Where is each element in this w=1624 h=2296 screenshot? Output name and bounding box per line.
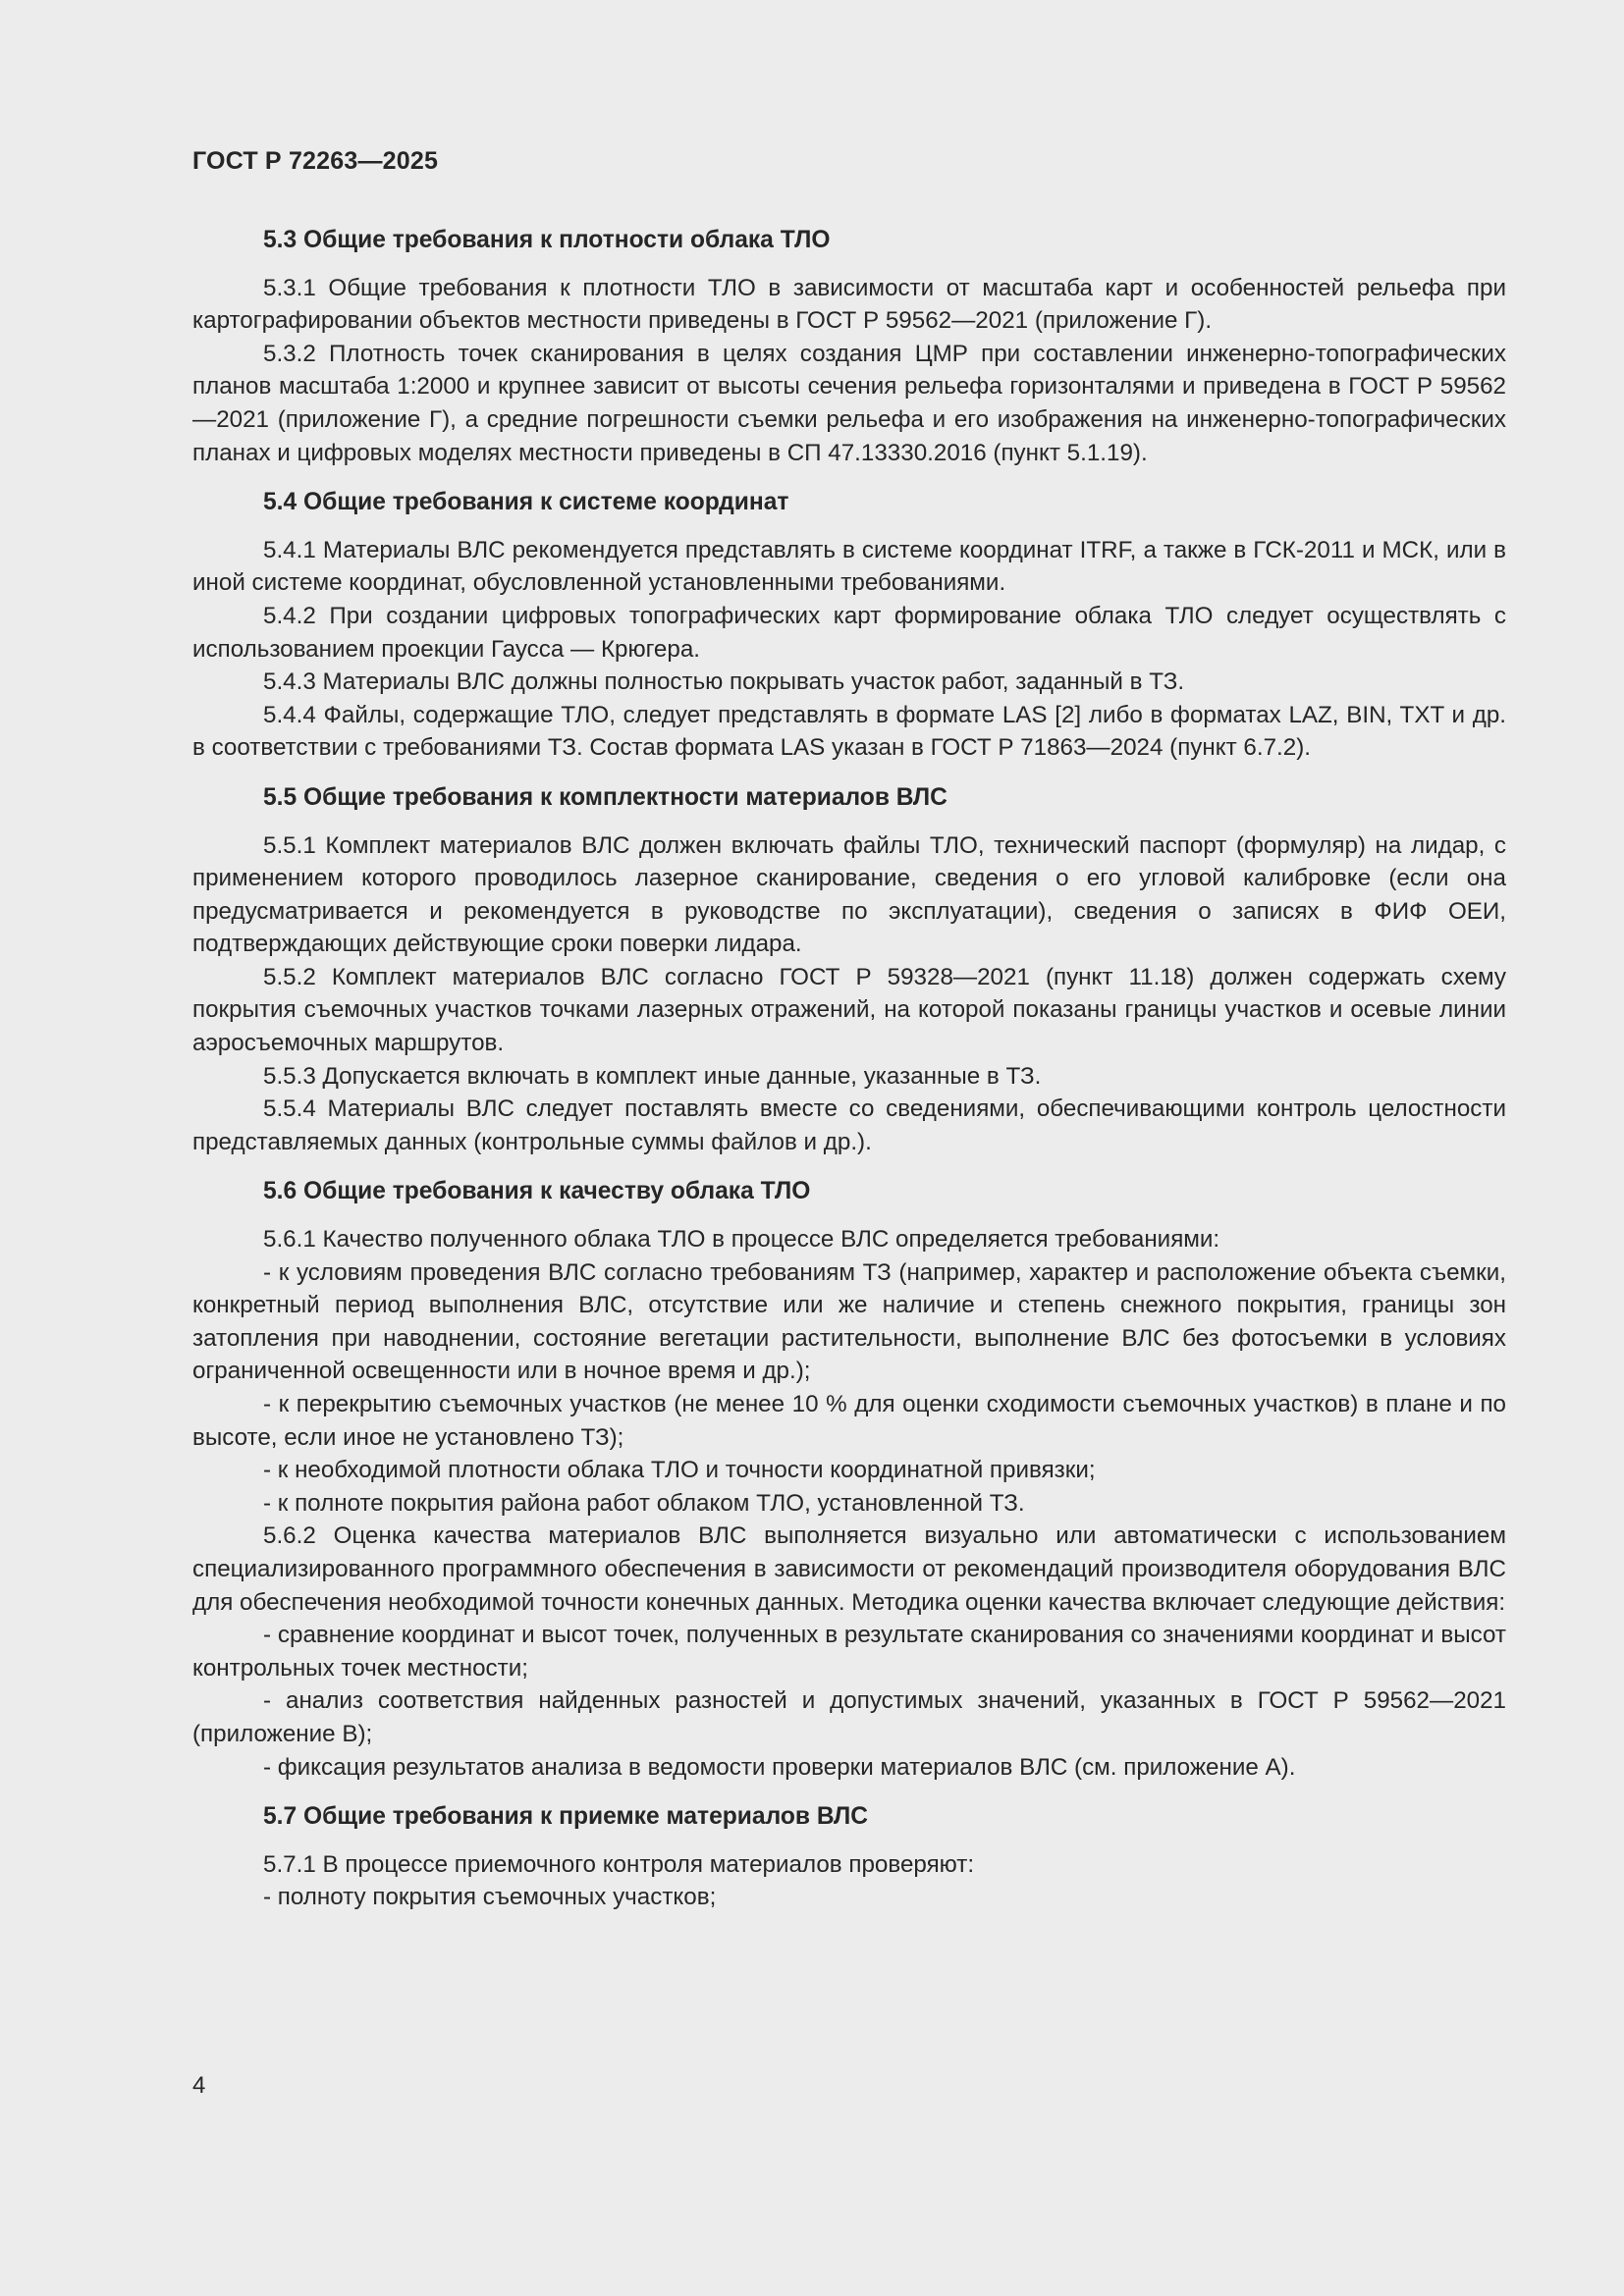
section-heading: 5.4 Общие требования к системе координат xyxy=(263,489,789,516)
paragraph: 5.6.2 Оценка качества материалов ВЛС выполняется визуально или автоматически с использованием специализированного программного обеспечения в зависимости от рекомендаций производителя оборудования ВЛС для обеспечения необходимой точности конечных данных. Методика оценки качества включает следующие действия: xyxy=(192,1522,1506,1616)
document-code: ГОСТ Р 72263—2025 xyxy=(192,147,439,175)
section-5-4 xyxy=(192,486,1506,765)
paragraph: 5.4.4 Файлы, содержащие ТЛО, следует представлять в формате LAS [2] либо в форматах LAZ, BIN, TXT и др. в соответствии с требованиями ТЗ. Состав формата LAS указан в ГОСТ Р 71863—2024 (пункт 6.7.2). xyxy=(192,701,1506,762)
section-heading: 5.5 Общие требования к комплектности материалов ВЛС xyxy=(263,783,947,811)
section-5-6 xyxy=(192,1175,1506,1784)
list-item: - к условиям проведения ВЛС согласно требованиям ТЗ (например, характер и расположение объекта съемки, конкретный период выполнения ВЛС, отсутствие или же наличие и степень снежного покрытия, границы зон затопления при наводнении, состояние вегетации растительности, выполнение ВЛС без фотосъемки в условиях ограниченной освещенности или в ночное время и др.); xyxy=(192,1258,1506,1385)
list-item: - полноту покрытия съемочных участков; xyxy=(263,1884,717,1911)
section-5-5 xyxy=(192,781,1506,1159)
list-item: - к полноте покрытия района работ облаком ТЛО, установленной ТЗ. xyxy=(263,1489,1025,1517)
paragraph: 5.7.1 В процессе приемочного контроля материалов проверяют: xyxy=(263,1850,975,1878)
list-item: - анализ соответствия найденных разностей и допустимых значений, указанных в ГОСТ Р 59562—2021 (приложение В); xyxy=(192,1687,1506,1747)
list-item: - к необходимой плотности облака ТЛО и точности координатной привязки; xyxy=(263,1457,1096,1484)
paragraph: 5.4.1 Материалы ВЛС рекомендуется представлять в системе координат ITRF, а также в ГСК-2011 и МСК, или в иной системе координат, обусловленной установленными требованиями. xyxy=(192,536,1506,597)
list-item: - фиксация результатов анализа в ведомости проверки материалов ВЛС (см. приложение А). xyxy=(263,1753,1296,1781)
section-5-3 xyxy=(192,224,1506,469)
paragraph: 5.3.2 Плотность точек сканирования в целях создания ЦМР при составлении инженерно-топографических планов масштаба 1:2000 и крупнее зависит от высоты сечения рельефа горизонталями и приведена в ГОСТ Р 59562—2021 (приложение Г), а средние погрешности съемки рельефа и его изображения на инженерно-топографических планах и цифровых моделях местности приведены в СП 47.13330.2016 (пункт 5.1.19). xyxy=(192,340,1506,466)
paragraph: 5.3.1 Общие требования к плотности ТЛО в зависимости от масштаба карт и особенностей рельефа при картографировании объектов местности приведены в ГОСТ Р 59562—2021 (приложение Г). xyxy=(192,274,1506,335)
paragraph: 5.5.4 Материалы ВЛС следует поставлять вместе со сведениями, обеспечивающими контроль целостности представляемых данных (контрольные суммы файлов и др.). xyxy=(192,1095,1506,1155)
section-heading: 5.6 Общие требования к качеству облака ТЛО xyxy=(263,1178,811,1205)
paragraph: 5.4.3 Материалы ВЛС должны полностью покрывать участок работ, заданный в ТЗ. xyxy=(263,668,1185,696)
document-body xyxy=(192,224,1506,1914)
list-item: - сравнение координат и высот точек, полученных в результате сканирования со значениями координат и высот контрольных точек местности; xyxy=(192,1622,1506,1682)
section-5-7 xyxy=(192,1800,1506,1914)
paragraph: 5.5.2 Комплект материалов ВЛС согласно ГОСТ Р 59328—2021 (пункт 11.18) должен содержать схему покрытия съемочных участков точками лазерных отражений, на которой показаны границы участков и осевые линии аэросъемочных маршрутов. xyxy=(192,963,1506,1057)
section-heading: 5.7 Общие требования к приемке материалов ВЛС xyxy=(263,1803,869,1831)
paragraph: 5.4.2 При создании цифровых топографических карт формирование облака ТЛО следует осуществлять с использованием проекции Гаусса — Крюгера. xyxy=(192,602,1506,663)
paragraph: 5.6.1 Качество полученного облака ТЛО в процессе ВЛС определяется требованиями: xyxy=(263,1226,1220,1254)
paragraph: 5.5.3 Допускается включать в комплект иные данные, указанные в ТЗ. xyxy=(263,1062,1042,1090)
list-item: - к перекрытию съемочных участков (не менее 10 % для оценки сходимости съемочных участков) в плане и по высоте, если иное не установлено ТЗ); xyxy=(192,1391,1506,1451)
section-heading: 5.3 Общие требования к плотности облака ТЛО xyxy=(263,227,831,253)
paragraph: 5.5.1 Комплект материалов ВЛС должен включать файлы ТЛО, технический паспорт (формуляр) на лидар, с применением которого проводилось лазерное сканирование, сведения о его угловой калибровке (если она предусматривается и рекомендуется в руководстве по эксплуатации), сведения о записях в ФИФ ОЕИ, подтверждающих действующие сроки поверки лидара. xyxy=(192,831,1506,958)
page-number: 4 xyxy=(192,2072,206,2099)
